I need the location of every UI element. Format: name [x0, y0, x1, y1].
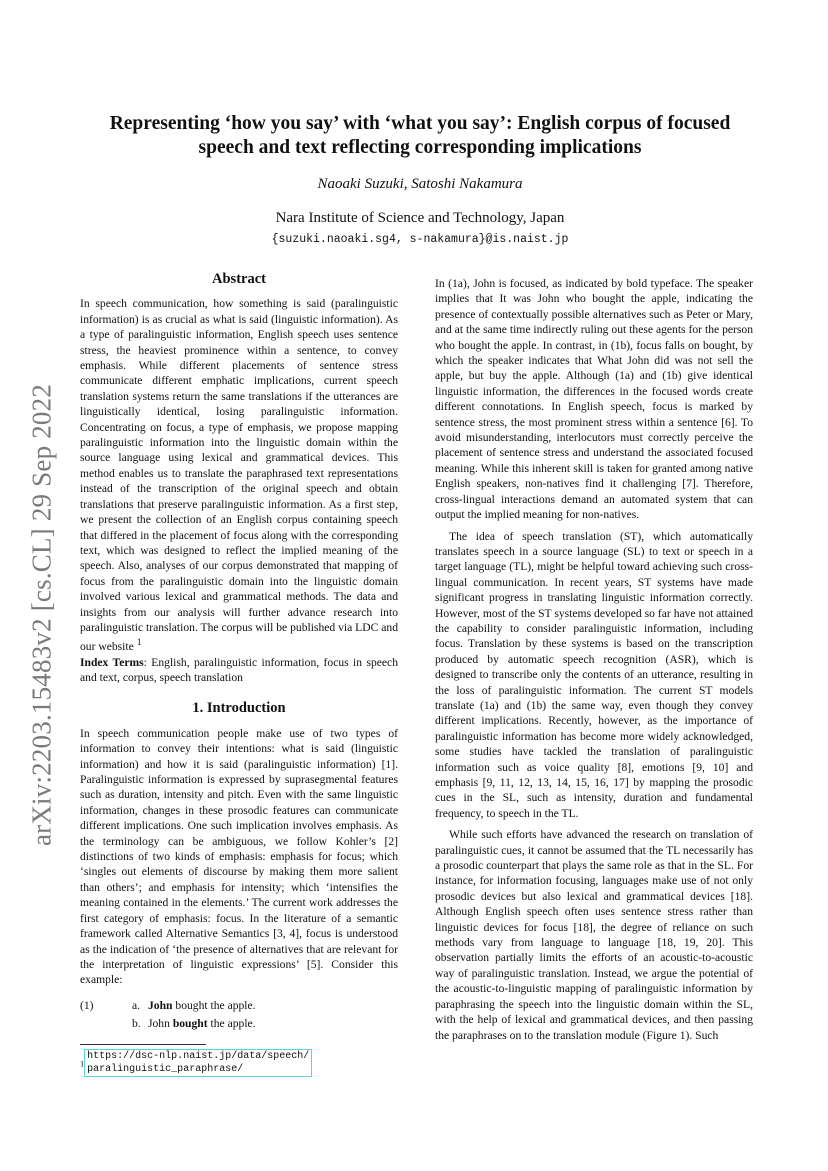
index-terms-text: : English, paralinguistic information, focus in speech and text, corpus, speech translation [80, 655, 398, 685]
affiliation: Nara Institute of Science and Technology, Japan [275, 210, 565, 226]
example-b-focus-word: bought [172, 1016, 208, 1030]
footnote-marker[interactable]: 1 [136, 637, 142, 649]
author-list: Naoaki Suzuki, Satoshi Nakamura [317, 176, 523, 192]
index-terms-label: Index Terms [80, 655, 144, 669]
example-a [80, 998, 398, 1014]
example-a-focus-word: John [148, 998, 173, 1012]
example-a-rest: bought the apple. [172, 998, 256, 1012]
right-paragraph-2: The idea of speech translation (ST), which automatically translates speech in a source language (SL) to text or speech in a target language (TL), might be helpful toward achieving such cross-lingual communication. In recent years, ST systems have made significant progress in translating linguistic information correctly. However, most of the ST systems developed so far have not attained the capability to consider paralinguistic information, including focus. Translation by these systems is based on the transcription produced by automatic speech recognition (ASR), which is designed to transcribe only the contents of an utterance, resulting in the loss of paralinguistic information. The current ST models translate (1a) and (1b) the same way, even though they convey different implications. Recently, however, as the importance of paralinguistic information has become more widely acknowledged, some studies have tackled the translation of paralinguistic information such as voice quality [8], emotions [9, 10] and emphasis [9, 11, 12, 13, 14, 15, 16, 17] by mapping the prosodic cues in the SL, such as intensity, duration and fundamental frequency, to speech in the TL. [435, 529, 753, 820]
example-b [80, 1016, 398, 1032]
index-terms [80, 655, 398, 686]
abstract-body [80, 296, 398, 654]
introduction-paragraph: In speech communication people make use of two types of information to convey their intentions: what is said (linguistic information) and how it is said (paralinguistic information) [1]. Paralinguistic information is expressed by suprasegmental features such as duration, intensity and pitch. Even with the same linguistic information, changes in these prosodic features can communicate different implications. One such implication involves emphasis. As the terminology can be ambiguous, we follow Kohler’s [2] distinctions of two kinds of emphasis: emphasis for focus; which ‘singles out elements of discourse by making them more salient than others’; and emphasis for intensity; which ‘intensifies the meaning contained in the elements.’ The current work addresses the first category of emphasis: focus. In the literature of a semantic framework called Alternative Semantics [3, 4], focus is understood as the indication of ‘the presence of alternatives that are relevant for the interpretation of linguistic expressions’ [5]. Consider this example: [80, 726, 398, 987]
right-paragraph-1: In (1a), John is focused, as indicated by bold typeface. The speaker implies that It was John who bought the apple, indicating the presence of contextually possible alternatives such as Peter or Mary, and at the same time indirectly ruling out these agents for the person who bought the apple. In contrast, in (1b), focus falls on bought, by which the speaker indicates that What John did was not sell the apple, but buy the apple. Although (1a) and (1b) give identical linguistic information, the differences in the focused words create different connotations. In English speech, focus is marked by sentence stress, the most prominent stress within a sentence [6]. To avoid misunderstanding, interlocutors must correctly perceive the placement of sentence stress and understand the associated focused meaning. While this inherent skill is taken for granted among native English speakers, non-natives find it challenging [7]. Therefore, cross-lingual interactions demand an automated system that can output the implied meaning for non-natives. [435, 277, 753, 522]
arxiv-identifier-stamp [22, 365, 62, 865]
footnote-link[interactable] [84, 1049, 312, 1077]
example-number: (1) [80, 998, 94, 1012]
right-paragraph-3: While such efforts have advanced the research on translation of paralinguistic cues, it cannot be assumed that the TL necessarily has a prosodic counterpart that plays the same role as that in the SL. For instance, for information focusing, languages make use of not only prosodic devices but also lexical and grammatical devices [18]. Although English speech often uses sentence stress rather than linguistic devices for focus [18], the degree of reliance on such methods vary from language to language [18, 19, 20]. This observation partially limits the efforts of an acoustic-to-acoustic way of paralinguistic translation. Instead, we argue the potential of the acoustic-to-linguistic mapping of paralinguistic information by paraphrasing the speech into the linguistic domain within the SL, with the help of lexical and grammatical devices, and then passing the paraphrases on to the translation module (Figure 1). Such [435, 828, 753, 1042]
abstract-text: In speech communication, how something is said (paralinguistic information) is as crucial as what is said (linguistic information). As a type of paralinguistic information, English speech uses sentence stress, the heaviest prominence within a sentence, to convey emphasis. While different placements of sentence stress communicate different emphatic implications, current speech translation systems return the same translations if the utterances are linguistically identical, losing paralinguistic information. Concentrating on focus, a type of emphasis, we propose mapping paralinguistic information into the linguistic domain within the source language using lexical and grammatical devices. This method enables us to translate the paraphrased text representations instead of the transcription of the original speech and obtain translations that preserve paralinguistic information. As a first step, we present the collection of an English corpus containing speech that differed in the placement of focus along with the corresponding text, which was designed to reflect the implied meaning of the speech. Also, analyses of our corpus demonstrated that mapping of focus from the paralinguistic domain into the linguistic domain involved various lexical and grammatical methods. The data and insights from our analysis will further advance research into paralinguistic translation. The corpus will be published via LDC and our website [80, 297, 398, 654]
example-b-pre: John [148, 1016, 173, 1030]
abstract-heading: Abstract [212, 271, 266, 287]
footnote [80, 1049, 398, 1077]
example-b-sentence [148, 1016, 256, 1032]
paper-title: Representing ‘how you say’ with ‘what you say’: English corpus of focused speech and text reflecting corresponding implications [109, 113, 731, 158]
example-b-label: b. [132, 1016, 141, 1030]
example-b-post: the apple. [207, 1016, 256, 1030]
footnote-url-line-1: https://dsc-nlp.naist.jp/data/speech/ [87, 1050, 310, 1062]
author-emails[interactable]: {suzuki.naoaki.sg4, s-nakamura}@is.naist.jp [271, 233, 569, 246]
example-sentences [80, 998, 398, 1032]
right-column [435, 276, 753, 1043]
footnote-url-line-2: paralinguistic_paraphrase/ [87, 1063, 244, 1075]
introduction-heading: 1. Introduction [192, 700, 286, 717]
example-a-sentence [148, 998, 256, 1014]
left-column [80, 272, 398, 1077]
footnote-divider [80, 1044, 206, 1045]
arxiv-identifier-text: arXiv:2203.15483v2 [cs.CL] 29 Sep 2022 [26, 383, 57, 847]
footnote-number: 1 [80, 1059, 85, 1069]
example-a-label: a. [132, 998, 141, 1012]
